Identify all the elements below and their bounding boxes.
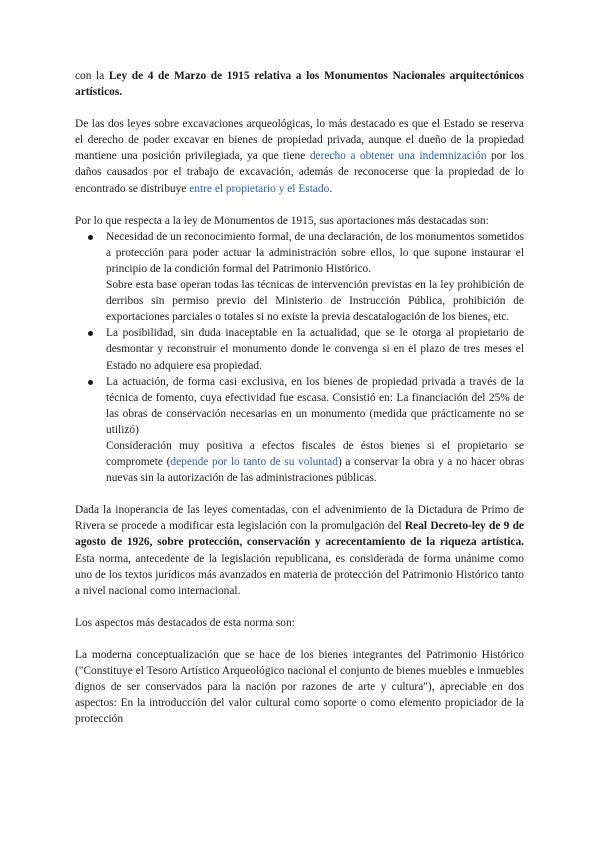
text-segment: De las dos leyes sobre excavaciones arqueológicas, lo más destacado es que el Estado se reserva el derecho de poder excavar en bienes de propiedad privada, aunque el dueño de la propiedad mantiene una posición privilegiada, ya que tiene xyxy=(75,118,524,163)
voluntad-link[interactable]: depende por lo tanto de su voluntad xyxy=(170,456,338,469)
ley-1915-title: Ley de 4 de Marzo de 1915 relativa a los Monumentos Nacionales arquitectónicos artísticos. xyxy=(75,70,524,99)
text-segment: ) a conservar la obra y a no hacer obras nuevas sin la autorización de las administraciones públicas. xyxy=(106,456,524,485)
text-segment: Esta norma, antecedente de la legislación republicana, es considerada de forma unánime como uno de los textos jurídicos más avanzados en materia de protección del Patrimonio Histórico tanto a nivel nacional como internacional. xyxy=(75,552,524,597)
list-item-text xyxy=(106,438,524,486)
text-segment: por los daños causados por el trabajo de excavación, además de reconocerse que la propiedad de lo encontrado se distribuye xyxy=(75,150,524,195)
bullet-icon xyxy=(88,380,93,385)
text-segment: Consideración muy positiva a efectos fiscales de éstos bienes si el propietario se compromete ( xyxy=(106,439,524,469)
excavation-laws-paragraph xyxy=(75,116,524,196)
monuments-law-intro: Por lo que respecta a la ley de Monumentos de 1915, sus aportaciones más destacadas son: xyxy=(75,214,489,227)
aspects-heading: Los aspectos más destacados de esta norma son: xyxy=(75,616,295,629)
intro-paragraph xyxy=(75,68,524,100)
ownership-split-link[interactable]: entre el propietario y el Estado xyxy=(189,182,330,195)
contributions-list xyxy=(75,229,524,487)
bullet-icon xyxy=(88,235,93,240)
list-item-text: Necesidad de un reconocimiento formal, de una declaración, de los monumentos sometidos a protección para poder actuar la administración sobre ellos, lo que supone instaurar el principio de la condición formal del Patrimonio Histórico. xyxy=(106,230,524,275)
list-item-text: La actuación, de forma casi exclusiva, en los bienes de propiedad privada a través de la técnica de fomento, cuya efectividad fue escasa. Consistió en: La financiación del 25% de las obras de conservación necesarias en un monumento (medida que prácticamente no se utilizó) xyxy=(106,375,524,436)
list-item xyxy=(75,374,524,487)
list-item-text: La posibilidad, sin duda inaceptable en la actualidad, que se le otorga al propietario de desmontar y reconstruir el monumento donde le convenga si en el plazo de tres meses el Estado no adquiere esa propiedad. xyxy=(106,327,524,372)
decree-1926-paragraph xyxy=(75,502,524,599)
conceptualization-paragraph: La moderna conceptualización que se hace de los bienes integrantes del Patrimonio Histórico ("Constituye el Tesoro Artístico Arqueológico nacional el conjunto de bienes muebles e inmuebles dignos de ser conservados para la nación por razones de arte y cultura"), apreciable en dos aspectos: En la introducción del valor cultural como soporte o como elemento propiciador de la protección xyxy=(75,648,524,726)
list-item xyxy=(75,229,524,326)
text-segment: Dada la inoperancia de las leyes comentadas, con el advenimiento de la Dictadura de Primo de Rivera se procede a modificar esta legislación con la promulgación del xyxy=(75,504,524,533)
list-item xyxy=(75,325,524,373)
text-segment: . xyxy=(329,182,333,195)
decree-1926-title: Real Decreto-ley de 9 de agosto de 1926, sobre protección, conservación y acrecentamiento de la riqueza artística. xyxy=(75,520,524,549)
intro-prefix: con la xyxy=(75,70,109,82)
list-item-text: Sobre esta base operan todas las técnicas de intervención previstas en la ley prohibición de derribos sin permiso previo del Ministerio de Instrucción Pública, prohibición de exportaciones parciales o totales si no existe la previa descatalogación de los bienes, etc. xyxy=(106,279,524,324)
bullet-icon xyxy=(88,331,93,336)
indemnization-link[interactable]: derecho a obtener una indemnización xyxy=(309,150,487,163)
